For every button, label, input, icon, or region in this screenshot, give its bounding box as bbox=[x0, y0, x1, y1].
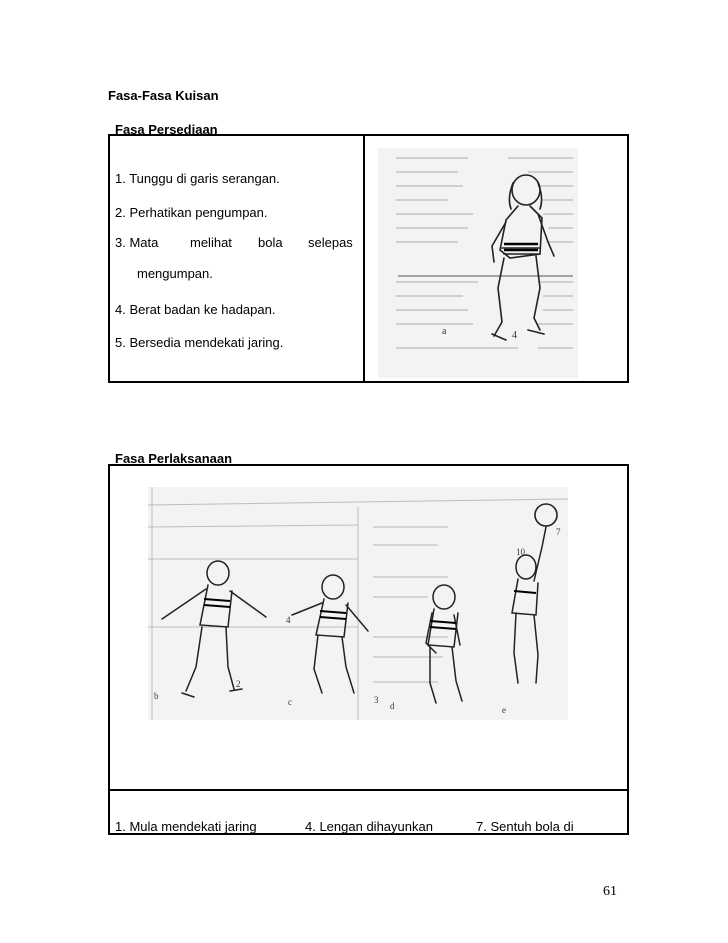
perlaksanaan-figure-label: 10 bbox=[516, 547, 525, 557]
persediaan-step-3-word-4: selepas bbox=[308, 235, 353, 250]
persediaan-step-2: 2. Perhatikan pengumpan. bbox=[115, 205, 268, 220]
table-row-divider bbox=[110, 789, 627, 791]
page-number: 61 bbox=[603, 884, 617, 899]
perlaksanaan-figure-label: b bbox=[154, 691, 159, 701]
perlaksanaan-figure-label: 4 bbox=[286, 615, 291, 625]
perlaksanaan-figure-label: 2 bbox=[236, 679, 241, 689]
persediaan-step-4: 4. Berat badan ke hadapan. bbox=[115, 302, 276, 317]
perlaksanaan-step-1: 1. Mula mendekati jaring bbox=[115, 819, 257, 834]
table-divider bbox=[363, 136, 365, 381]
perlaksanaan-figure-label: e bbox=[502, 705, 506, 715]
persediaan-step-5: 5. Bersedia mendekati jaring. bbox=[115, 335, 284, 350]
perlaksanaan-step-4: 4. Lengan dihayunkan bbox=[305, 819, 433, 834]
persediaan-step-3-word-1: 3. Mata bbox=[115, 235, 159, 250]
perlaksanaan-figure-label: 7 bbox=[556, 527, 561, 537]
perlaksanaan-title: Fasa Perlaksanaan bbox=[115, 451, 233, 466]
perlaksanaan-figure-label: d bbox=[390, 701, 395, 711]
persediaan-figure-image bbox=[378, 148, 578, 378]
perlaksanaan-figure-label: 3 bbox=[374, 695, 379, 705]
persediaan-figure-label: 4 bbox=[512, 330, 517, 341]
persediaan-step-3-cont: mengumpan. bbox=[137, 266, 213, 281]
persediaan-figure-label: a bbox=[442, 326, 447, 337]
perlaksanaan-figure-label: c bbox=[288, 697, 292, 707]
perlaksanaan-step-7: 7. Sentuh bola di bbox=[476, 819, 574, 834]
persediaan-step-3-word-3: bola bbox=[258, 235, 283, 250]
section-title: Fasa-Fasa Kuisan bbox=[108, 88, 219, 103]
persediaan-step-3-word-2: melihat bbox=[190, 235, 232, 250]
perlaksanaan-figure-image bbox=[148, 487, 568, 720]
persediaan-title: Fasa Persediaan bbox=[115, 122, 218, 137]
persediaan-step-1: 1. Tunggu di garis serangan. bbox=[115, 171, 280, 186]
